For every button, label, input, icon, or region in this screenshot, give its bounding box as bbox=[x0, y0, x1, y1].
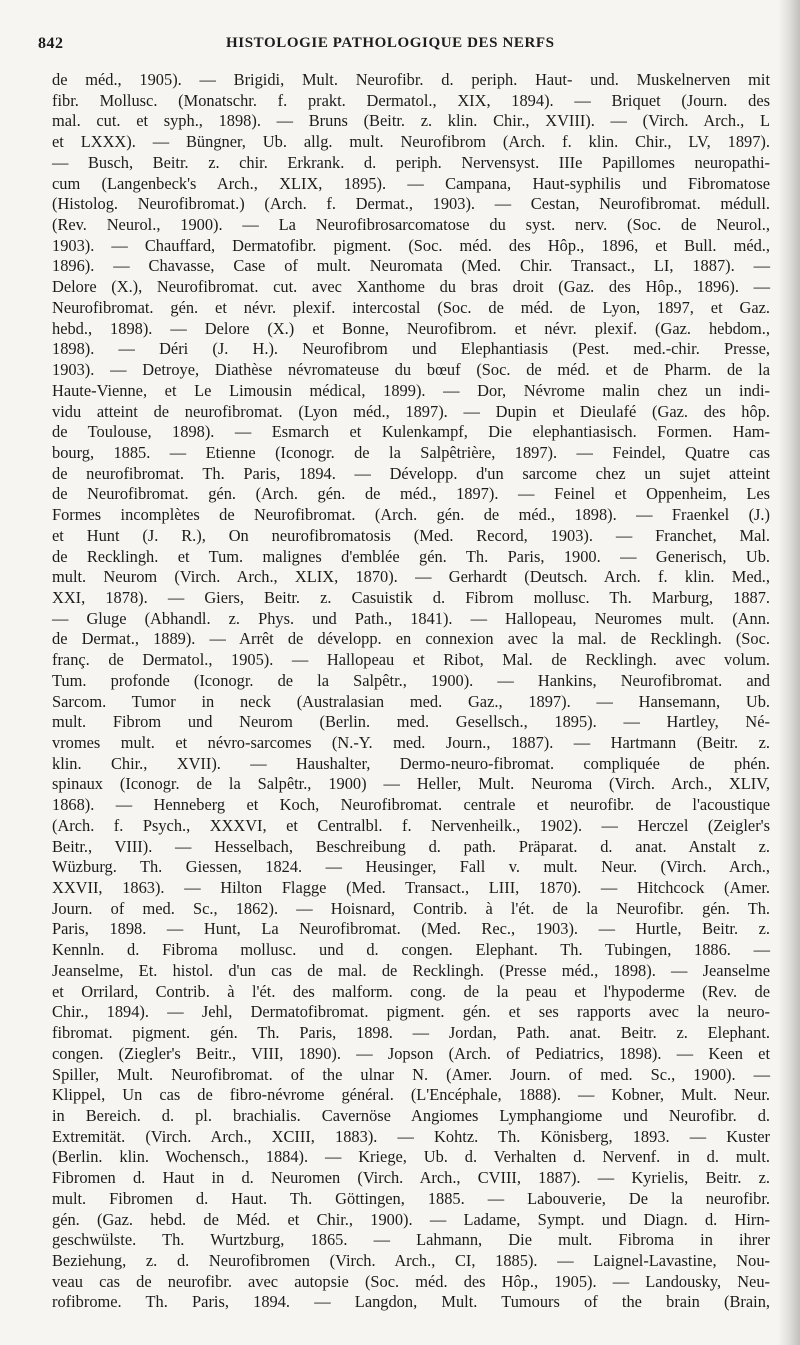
text-line: et Orrilard, Contrib. à l'ét. des malform. cong. de la peau et l'hypoderme (Rev. de bbox=[52, 981, 770, 1001]
text-line: de méd., 1905). — Brigidi, Mult. Neurofibr. d. periph. Haut- und. Muskelnerven mit bbox=[52, 70, 770, 89]
text-line: hebd., 1898). — Delore (X.) et Bonne, Neurofibrom. et névr. plexif. (Gaz. hebdom., bbox=[52, 318, 770, 338]
text-line: rofibrome. Th. Paris, 1894. — Langdon, Mult. Tumours of the brain (Brain, bbox=[52, 1292, 770, 1312]
bibliography-text bbox=[52, 70, 770, 1313]
text-line: mult. Fibrom und Neurom (Berlin. med. Gesellsch., 1895). — Hartley, Né- bbox=[52, 712, 770, 732]
text-line: vromes mult. et névro-sarcomes (N.-Y. med. Journ., 1887). — Hartmann (Beitr. z. bbox=[52, 733, 770, 752]
text-line: Beziehung, z. d. Neurofibromen (Virch. Arch., CI, 1885). — Laignel-Lavastine, Nou- bbox=[52, 1250, 770, 1270]
running-head: HISTOLOGIE PATHOLOGIQUE DES NERFS bbox=[226, 35, 555, 51]
text-line: Beitr., VIII). — Hesselbach, Beschreibung d. path. Präparat. d. anat. Anstalt z. bbox=[52, 836, 770, 856]
text-line: Jeanselme, Et. histol. d'un cas de mal. de Recklingh. (Presse méd., 1898). — Jeanselme bbox=[52, 960, 770, 980]
text-line: Extremität. (Virch. Arch., XCIII, 1883). — Kohtz. Th. Könisberg, 1893. — Kuster bbox=[52, 1126, 770, 1146]
page-gutter-shadow bbox=[778, 0, 800, 1345]
text-line: Fibromen d. Haut in d. Neuromen (Virch. Arch., CVIII, 1887). — Kyrielis, Beitr. z. bbox=[52, 1168, 770, 1188]
text-line: de Recklingh. et Tum. malignes d'emblée gén. Th. Paris, 1900. — Generisch, Ub. bbox=[52, 546, 770, 566]
text-line: Formes incomplètes de Neurofibromat. (Arch. gén. de méd., 1898). — Fraenkel (J.) bbox=[52, 505, 770, 525]
text-line: fibr. Mollusc. (Monatschr. f. prakt. Dermatol., XIX, 1894). — Briquet (Journ. des bbox=[52, 90, 770, 110]
text-line: fibromat. pigment. gén. Th. Paris, 1898. — Jordan, Path. anat. Beitr. z. Elephant. bbox=[52, 1023, 770, 1043]
text-line: 1868). — Henneberg et Koch, Neurofibromat. centrale et neurofibr. de l'acoustique bbox=[52, 795, 770, 815]
text-line: Sarcom. Tumor in neck (Australasian med. Gaz., 1897). — Hansemann, Ub. bbox=[52, 691, 770, 711]
text-line: spinaux (Iconogr. de la Salpêtr., 1900) — Heller, Mult. Neuroma (Virch. Arch., XLIV, bbox=[52, 774, 770, 794]
text-line: de Dermat., 1889). — Arrêt de développ. en connexion avec la mal. de Recklingh. (Soc. bbox=[52, 629, 770, 649]
text-line: de Toulouse, 1898). — Esmarch et Kulenkampf, Die elephantiasisch. Formen. Ham- bbox=[52, 422, 770, 442]
text-line: franç. de Dermatol., 1905). — Hallopeau et Ribot, Mal. de Recklingh. avec volum. bbox=[52, 650, 770, 670]
text-line: Paris, 1898. — Hunt, La Neurofibromat. (Med. Rec., 1903). — Hurtle, Beitr. z. bbox=[52, 919, 770, 939]
page-header bbox=[38, 30, 778, 56]
text-line: veau cas de neurofibr. avec autopsie (Soc. méd. des Hôp., 1905). — Landousky, Neu- bbox=[52, 1271, 770, 1291]
text-line: (Berlin. klin. Wochensch., 1884). — Kriege, Ub. d. Verhalten d. Nervenf. in d. mult. bbox=[52, 1147, 770, 1167]
text-line: 1898). — Déri (J. H.). Neurofibrom und Elephantiasis (Pest. med.-chir. Presse, bbox=[52, 339, 770, 359]
text-line: vidu atteint de neurofibromat. (Lyon méd., 1897). — Dupin et Dieulafé (Gaz. des hôp. bbox=[52, 401, 770, 421]
text-line: cum (Langenbeck's Arch., XLIX, 1895). — Campana, Haut-syphilis und Fibromatose bbox=[52, 173, 770, 193]
text-line: Klippel, Un cas de fibro-névrome général. (L'Encéphale, 1888). — Kobner, Mult. Neur. bbox=[52, 1085, 770, 1105]
text-line: Tum. profonde (Iconogr. de la Salpêtr., 1900). — Hankins, Neurofibromat. and bbox=[52, 670, 770, 690]
text-line: 1903). — Chauffard, Dermatofibr. pigment. (Soc. méd. des Hôp., 1896, et Bull. méd., bbox=[52, 235, 770, 255]
text-line: Spiller, Mult. Neurofibromat. of the ulnar N. (Amer. Journ. of med. Sc., 1900). — bbox=[52, 1064, 770, 1084]
page-number: 842 bbox=[38, 35, 64, 52]
text-line: (Rev. Neurol., 1900). — La Neurofibrosarcomatose du syst. nerv. (Soc. de Neurol., bbox=[52, 215, 770, 235]
text-line: geschwülste. Th. Wurtzburg, 1865. — Lahmann, Die mult. Fibroma in ihrer bbox=[52, 1230, 770, 1250]
text-line: mult. Neurom (Virch. Arch., XLIX, 1870). — Gerhardt (Deutsch. Arch. f. klin. Med., bbox=[52, 567, 770, 587]
text-line: Neurofibromat. gén. et névr. plexif. intercostal (Soc. de méd. de Lyon, 1897, et Gaz. bbox=[52, 297, 770, 317]
text-line: in Bereich. d. pl. brachialis. Cavernöse Angiomes Lymphangiome und Neurofibr. d. bbox=[52, 1105, 770, 1125]
text-line: de neurofibromat. Th. Paris, 1894. — Développ. d'un sarcome chez un sujet atteint bbox=[52, 463, 770, 483]
text-line: mal. cut. et syph., 1898). — Bruns (Beitr. z. klin. Chir., XVIII). — (Virch. Arch., L bbox=[52, 111, 770, 131]
text-line: Haute-Vienne, et Le Limousin médical, 1899). — Dor, Névrome malin chez un indi- bbox=[52, 380, 770, 400]
text-line: (Histolog. Neurofibromat.) (Arch. f. Dermat., 1903). — Cestan, Neurofibromat. médull. bbox=[52, 194, 770, 214]
text-line: klin. Chir., XVII). — Haushalter, Dermo-neuro-fibromat. compliquée de phén. bbox=[52, 753, 770, 773]
text-line: Kennln. d. Fibroma mollusc. und d. congen. Elephant. Th. Tubingen, 1886. — bbox=[52, 940, 770, 960]
text-line: — Busch, Beitr. z. chir. Erkrank. d. periph. Nervensyst. IIIe Papillomes neuropathi- bbox=[52, 152, 770, 172]
text-line: mult. Fibromen d. Haut. Th. Göttingen, 1885. — Labouverie, De la neurofibr. bbox=[52, 1188, 770, 1208]
text-line: XXI, 1878). — Giers, Beitr. z. Casuistik d. Fibrom mollusc. Th. Marburg, 1887. bbox=[52, 587, 770, 607]
text-line: et Hunt (J. R.), On neurofibromatosis (Med. Record, 1903). — Franchet, Mal. bbox=[52, 525, 770, 545]
text-line: Chir., 1894). — Jehl, Dermatofibromat. pigment. gén. et ses rapports avec la neuro- bbox=[52, 1002, 770, 1022]
text-line: 1903). — Detroye, Diathèse névromateuse du bœuf (Soc. de méd. et de Pharm. de la bbox=[52, 360, 770, 380]
text-line: Delore (X.), Neurofibromat. cut. avec Xanthome du bras droit (Gaz. des Hôp., 1896). — bbox=[52, 277, 770, 297]
text-line: congen. (Ziegler's Beitr., VIII, 1890). — Jopson (Arch. of Pediatrics, 1898). — Keen et bbox=[52, 1043, 770, 1063]
text-line: 1896). — Chavasse, Case of mult. Neuromata (Med. Chir. Transact., LI, 1887). — bbox=[52, 256, 770, 276]
text-line: gén. (Gaz. hebd. de Méd. et Chir., 1900). — Ladame, Sympt. und Diagn. d. Hirn- bbox=[52, 1209, 770, 1229]
text-line: — Gluge (Abhandl. z. Phys. und Path., 1841). — Hallopeau, Neuromes mult. (Ann. bbox=[52, 608, 770, 628]
text-line: XXVII, 1863). — Hilton Flagge (Med. Transact., LIII, 1870). — Hitchcock (Amer. bbox=[52, 878, 770, 898]
text-line: de Neurofibromat. gén. (Arch. gén. de méd., 1897). — Feinel et Oppenheim, Les bbox=[52, 484, 770, 504]
text-line: Wüzburg. Th. Giessen, 1824. — Heusinger, Fall v. mult. Neur. (Virch. Arch., bbox=[52, 857, 770, 877]
text-line: Journ. of med. Sc., 1862). — Hoisnard, Contrib. à l'ét. de la Neurofibr. gén. Th. bbox=[52, 898, 770, 918]
text-line: (Arch. f. Psych., XXXVI, et Centralbl. f. Nervenheilk., 1902). — Herczel (Zeigler's bbox=[52, 815, 770, 835]
text-line: bourg, 1885. — Etienne (Iconogr. de la Salpêtrière, 1897). — Feindel, Quatre cas bbox=[52, 442, 770, 462]
text-line: et LXXX). — Büngner, Ub. allg. mult. Neurofibrom (Arch. f. klin. Chir., LV, 1897). bbox=[52, 132, 770, 152]
